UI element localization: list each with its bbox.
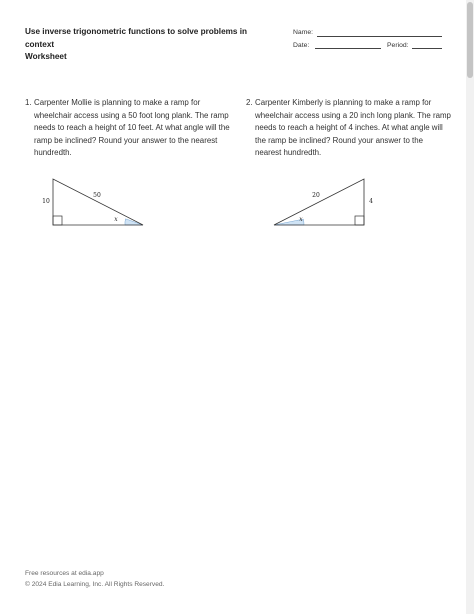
period-label: Period:: [387, 42, 409, 49]
angle-label: x: [299, 216, 303, 223]
copyright: © 2024 Edia Learning, Inc. All Rights Reserved.: [25, 580, 165, 588]
date-field-line[interactable]: [315, 48, 381, 49]
hypotenuse-label: 50: [93, 192, 101, 199]
angle-marker: [125, 219, 143, 225]
right-triangle-figure-2: [262, 172, 382, 232]
name-field-line[interactable]: [317, 36, 442, 37]
vertical-scrollbar[interactable]: [466, 0, 474, 614]
period-field-line[interactable]: [412, 48, 442, 49]
right-angle-marker: [53, 216, 62, 225]
problem-text: Carpenter Mollie is planning to make a ramp for wheelchair access using a 50 foot long plank. The ramp needs to reach a height of 10 feet. At what angle will the ramp be inclined? Round your answer to the nearest hundredth.: [34, 98, 230, 158]
title-line-3: Worksheet: [25, 52, 67, 61]
problem-number: 1.: [25, 98, 32, 107]
title-line-1: Use inverse trigonometric functions to solve problems in: [25, 27, 248, 36]
right-triangle-figure-1: [36, 172, 156, 232]
problem-text: Carpenter Kimberly is planning to make a ramp for wheelchair access using a 20 inch long plank. The ramp needs to reach a height of 4 inches. At what angle will the ramp be inclined? Round your answer to the nearest hundredth.: [255, 98, 451, 158]
footer-link[interactable]: Free resources at edia.app: [25, 570, 104, 577]
angle-label: x: [114, 216, 118, 223]
title-line-2: context: [25, 39, 55, 49]
date-label: Date:: [293, 42, 310, 49]
worksheet-title: [25, 26, 275, 64]
right-angle-marker: [355, 216, 364, 225]
height-label: 4: [369, 198, 373, 205]
height-label: 10: [42, 198, 50, 205]
hypotenuse-label: 20: [312, 192, 320, 199]
footer: [25, 569, 164, 590]
scrollbar-thumb[interactable]: [467, 2, 473, 78]
name-label: Name:: [293, 29, 314, 36]
problem-number: 2.: [246, 98, 253, 107]
triangle: [53, 179, 143, 225]
triangle: [274, 179, 364, 225]
